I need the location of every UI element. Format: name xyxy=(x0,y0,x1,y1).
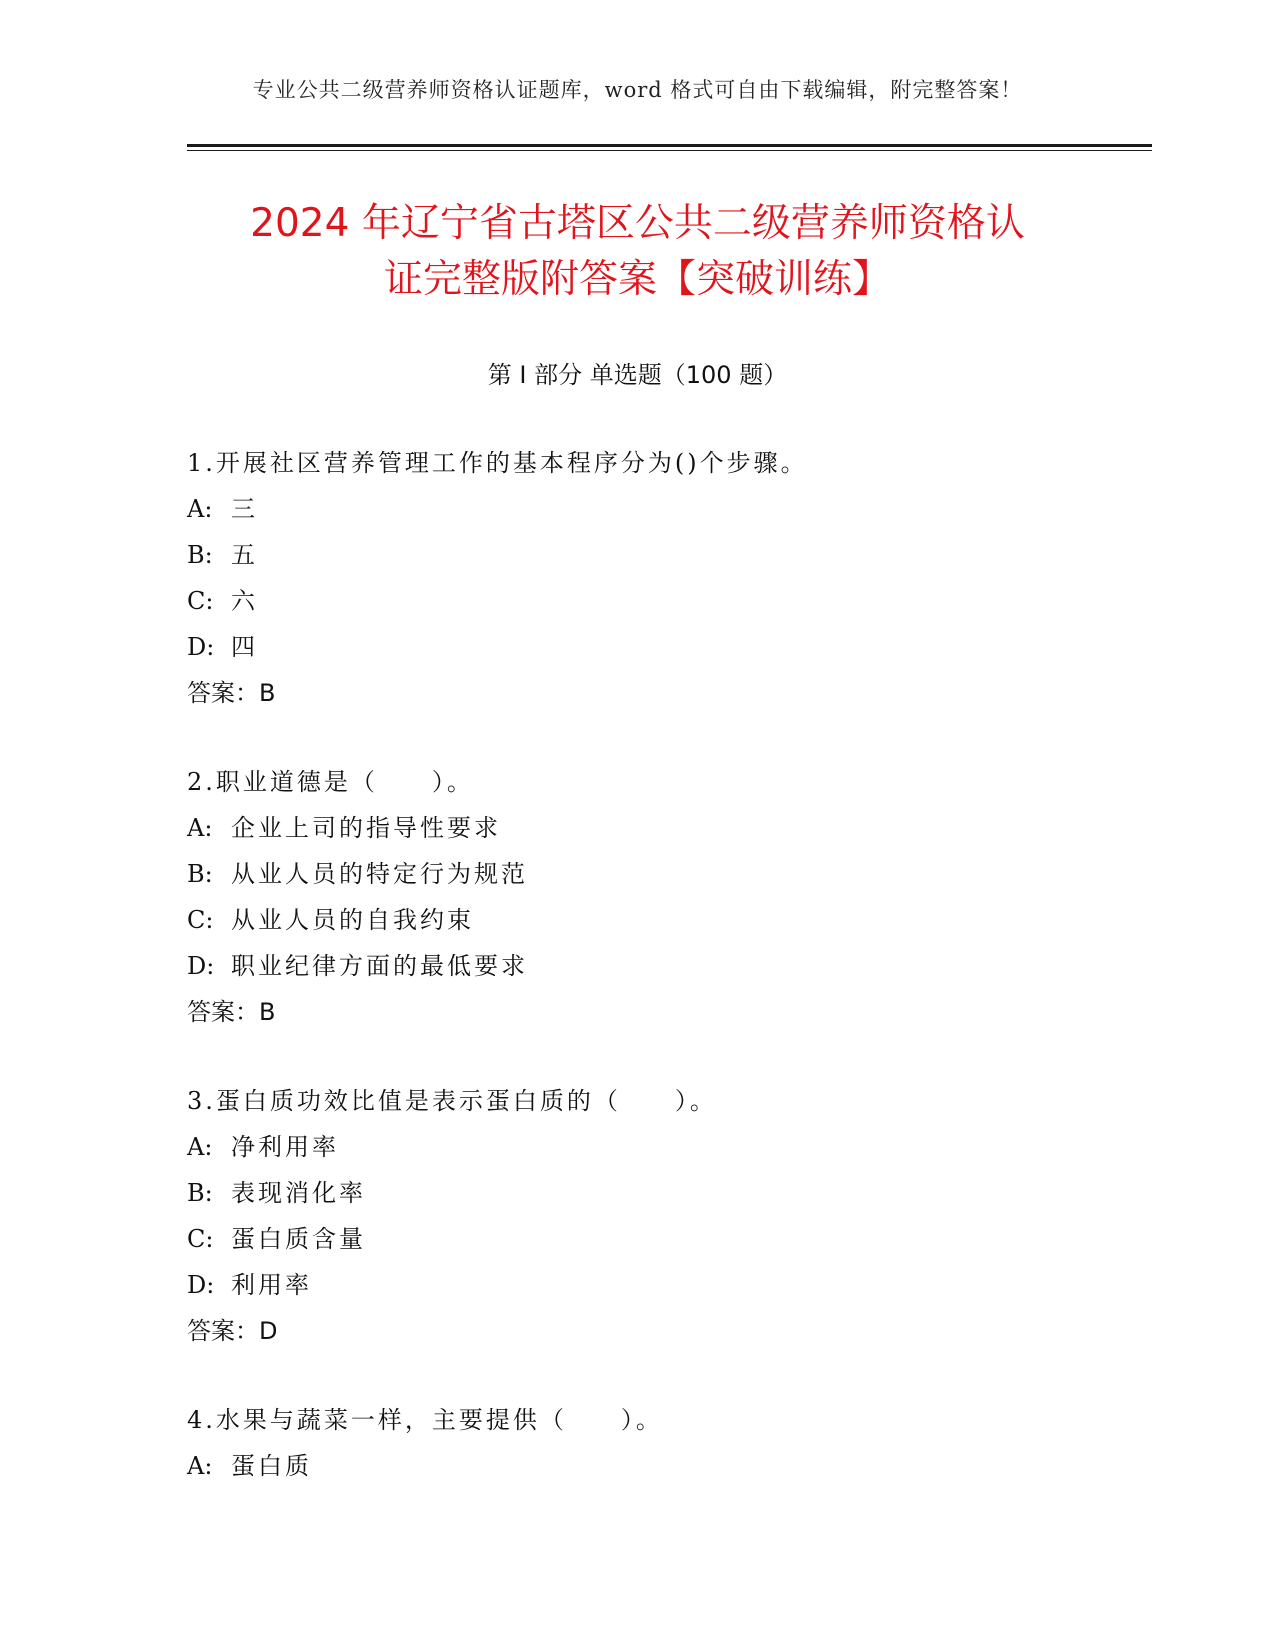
option-letter: B: xyxy=(187,1179,213,1207)
option-b xyxy=(187,532,1147,578)
option-d xyxy=(187,1262,1147,1308)
option-letter: C: xyxy=(187,1225,214,1253)
option-text: 四 xyxy=(231,633,258,661)
question-4 xyxy=(187,1397,1147,1489)
section-heading: 第 I 部分 单选题（100 题） xyxy=(487,361,788,389)
answer-key: 答案：B xyxy=(187,679,276,707)
question-3 xyxy=(187,1078,1147,1354)
option-letter: D: xyxy=(187,1271,215,1299)
question-2 xyxy=(187,759,1147,1035)
option-text: 企业上司的指导性要求 xyxy=(231,814,501,842)
option-text: 蛋白质 xyxy=(231,1452,312,1480)
answer-key: 答案：D xyxy=(187,1317,278,1345)
option-a xyxy=(187,1443,1147,1489)
question-1 xyxy=(187,440,1147,716)
document-title-line-1: 2024 年辽宁省古塔区公共二级营养师资格认 xyxy=(250,201,1025,246)
option-b xyxy=(187,851,1147,897)
option-letter: A: xyxy=(187,1452,213,1480)
option-text: 从业人员的自我约束 xyxy=(231,906,474,934)
option-c xyxy=(187,897,1147,943)
option-text: 职业纪律方面的最低要求 xyxy=(231,952,528,980)
document-title-line-2: 证完整版附答案【突破训练】 xyxy=(383,257,891,302)
header-note: 专业公共二级营养师资格认证题库，word 格式可自由下载编辑，附完整答案！ xyxy=(252,78,1023,102)
option-text: 五 xyxy=(231,541,258,569)
question-stem: 4.水果与蔬菜一样，主要提供（ ）。 xyxy=(187,1406,663,1434)
option-letter: A: xyxy=(187,495,213,523)
question-list xyxy=(187,440,1147,1532)
option-letter: B: xyxy=(187,860,213,888)
option-letter: C: xyxy=(187,587,214,615)
option-letter: D: xyxy=(187,633,215,661)
option-text: 从业人员的特定行为规范 xyxy=(231,860,528,888)
option-d xyxy=(187,943,1147,989)
option-a xyxy=(187,1124,1147,1170)
option-text: 六 xyxy=(231,587,258,615)
question-stem: 1.开展社区营养管理工作的基本程序分为()个步骤。 xyxy=(187,449,808,477)
option-letter: D: xyxy=(187,952,215,980)
option-c xyxy=(187,578,1147,624)
option-letter: A: xyxy=(187,814,213,842)
option-b xyxy=(187,1170,1147,1216)
answer-key: 答案：B xyxy=(187,998,276,1026)
option-text: 三 xyxy=(231,495,258,523)
option-letter: B: xyxy=(187,541,213,569)
option-letter: C: xyxy=(187,906,214,934)
question-stem: 2.职业道德是（ ）。 xyxy=(187,768,474,796)
header-rule-thin xyxy=(187,150,1152,151)
option-d xyxy=(187,624,1147,670)
option-c xyxy=(187,1216,1147,1262)
option-text: 蛋白质含量 xyxy=(231,1225,366,1253)
option-text: 表现消化率 xyxy=(231,1179,366,1207)
option-a xyxy=(187,486,1147,532)
option-a xyxy=(187,805,1147,851)
header-rule-thick xyxy=(187,144,1152,147)
document-title xyxy=(0,196,1275,308)
option-text: 净利用率 xyxy=(231,1133,339,1161)
option-letter: A: xyxy=(187,1133,213,1161)
option-text: 利用率 xyxy=(231,1271,312,1299)
question-stem: 3.蛋白质功效比值是表示蛋白质的（ ）。 xyxy=(187,1087,717,1115)
